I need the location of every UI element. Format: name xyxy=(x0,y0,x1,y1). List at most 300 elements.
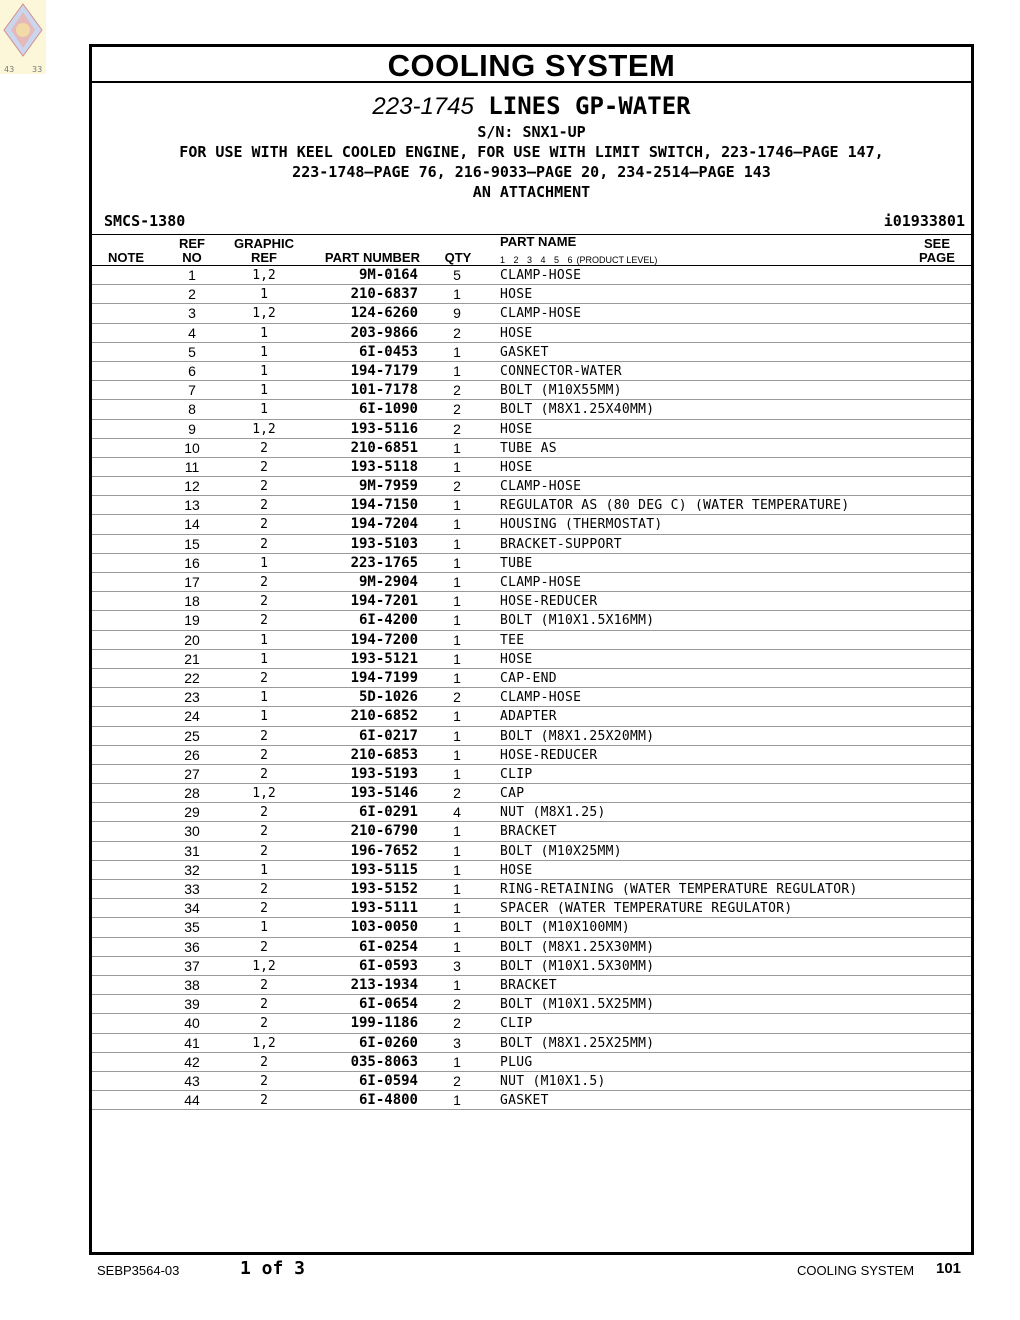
quantity: 1 xyxy=(453,900,461,917)
col-part-number: PART NUMBER xyxy=(324,250,420,265)
part-name: HOUSING (THERMOSTAT) xyxy=(500,517,663,533)
graphic-ref: 1 xyxy=(260,383,268,399)
ref-number: 17 xyxy=(184,574,200,590)
graphic-ref: 1 xyxy=(260,690,268,706)
quantity: 2 xyxy=(453,478,461,495)
table-row xyxy=(92,650,971,669)
quantity: 2 xyxy=(453,324,461,341)
part-number: 213-1934 xyxy=(350,976,418,993)
ref-number: 38 xyxy=(184,976,200,993)
graphic-ref: 1,2 xyxy=(252,421,276,437)
group-part-number: 223-1745 xyxy=(372,93,474,120)
graphic-ref: 1 xyxy=(260,287,268,303)
ref-number: 5 xyxy=(188,343,196,360)
graphic-ref: 1 xyxy=(260,651,268,667)
smcs-code: SMCS-1380 xyxy=(104,212,186,230)
part-name: TUBE AS xyxy=(500,440,557,456)
part-number: 193-5146 xyxy=(350,785,418,802)
graphic-ref: 2 xyxy=(260,766,268,782)
ref-number: 3 xyxy=(188,305,196,322)
col-graphic-top: GRAPHIC xyxy=(234,236,294,251)
ref-number: 40 xyxy=(184,1015,200,1032)
table-row xyxy=(92,1091,971,1110)
ref-number: 31 xyxy=(184,842,200,859)
graphic-ref: 1 xyxy=(260,325,268,341)
part-number: 203-9866 xyxy=(350,324,418,341)
ref-number: 12 xyxy=(184,478,200,495)
table-row xyxy=(92,918,971,937)
part-name: ADAPTER xyxy=(500,709,557,725)
quantity: 1 xyxy=(453,631,461,648)
part-name: BOLT (M10X1.5X25MM) xyxy=(500,997,655,1013)
part-name: CLIP xyxy=(500,1016,533,1032)
ref-number: 41 xyxy=(184,1034,200,1051)
table-row xyxy=(92,535,971,554)
graphic-ref: 2 xyxy=(260,747,268,763)
part-number: 193-5103 xyxy=(350,535,418,552)
graphic-ref: 2 xyxy=(260,613,268,629)
table-row xyxy=(92,784,971,803)
quantity: 9 xyxy=(453,305,461,322)
col-part-name: PART NAME xyxy=(500,234,577,249)
part-name: CLAMP-HOSE xyxy=(500,306,582,322)
table-row xyxy=(92,669,971,688)
ref-number: 27 xyxy=(184,765,200,782)
quantity: 2 xyxy=(453,785,461,802)
table-row xyxy=(92,880,971,899)
quantity: 1 xyxy=(453,881,461,897)
graphic-ref: 1 xyxy=(260,920,268,936)
part-name: HOSE xyxy=(500,651,533,667)
quantity: 1 xyxy=(453,708,461,725)
part-number: 101-7178 xyxy=(350,382,418,399)
quantity: 2 xyxy=(453,401,461,418)
part-number: 194-7200 xyxy=(350,631,418,648)
part-number: 6I-0260 xyxy=(358,1034,418,1051)
part-number: 6I-4800 xyxy=(358,1092,418,1109)
ref-number: 14 xyxy=(184,516,200,533)
part-number: 6I-0217 xyxy=(358,727,418,744)
part-name: BOLT (M8X1.25X30MM) xyxy=(500,939,655,955)
table-row xyxy=(92,1014,971,1033)
graphic-ref: 1 xyxy=(260,363,268,379)
ref-number: 39 xyxy=(184,996,200,1013)
level-numbers: 1 2 3 4 5 6 xyxy=(500,255,573,265)
quantity: 1 xyxy=(453,1092,461,1109)
quantity: 1 xyxy=(453,650,461,667)
table-row xyxy=(92,400,971,419)
part-number: 9M-7959 xyxy=(358,478,418,495)
ref-number: 24 xyxy=(184,708,200,725)
ref-number: 19 xyxy=(184,612,200,629)
table-row xyxy=(92,381,971,400)
graphic-ref: 2 xyxy=(260,843,268,859)
quantity: 1 xyxy=(453,497,461,514)
part-number: 193-5115 xyxy=(350,861,418,878)
part-number: 210-6790 xyxy=(350,823,418,840)
ref-number: 16 xyxy=(184,554,200,571)
ref-number: 8 xyxy=(188,401,196,418)
page-footer xyxy=(0,1258,1020,1282)
ref-number: 33 xyxy=(184,881,200,897)
ref-number: 34 xyxy=(184,900,200,917)
graphic-ref: 1 xyxy=(260,632,268,648)
parts-table-body xyxy=(92,266,971,1110)
col-graphic-bottom: REF xyxy=(251,250,277,265)
graphic-ref: 2 xyxy=(260,575,268,590)
ref-number: 25 xyxy=(184,727,200,744)
col-ref-top: REF xyxy=(179,236,205,251)
part-number: 210-6853 xyxy=(350,746,418,763)
part-name: CLAMP-HOSE xyxy=(500,479,582,495)
graphic-ref: 2 xyxy=(260,517,268,533)
graphic-ref: 2 xyxy=(260,670,268,686)
part-name: GASKET xyxy=(500,344,549,360)
part-name: BOLT (M10X25MM) xyxy=(500,843,622,859)
table-row xyxy=(92,861,971,880)
part-name: HOSE-REDUCER xyxy=(500,747,598,763)
section-title: COOLING SYSTEM xyxy=(387,48,676,83)
part-name: CLAMP-HOSE xyxy=(500,575,582,590)
col-ref-bottom: NO xyxy=(182,250,202,265)
part-name: HOSE xyxy=(500,862,533,878)
col-note: NOTE xyxy=(107,250,145,265)
graphic-ref: 2 xyxy=(260,498,268,514)
table-row xyxy=(92,343,971,362)
table-row xyxy=(92,995,971,1014)
part-name: BOLT (M10X1.5X30MM) xyxy=(500,958,655,974)
ref-number: 18 xyxy=(184,593,200,610)
illustration-id: i01933801 xyxy=(883,212,965,230)
parts-list-frame xyxy=(89,44,974,1255)
part-name: CAP xyxy=(500,786,525,802)
part-number: 194-7179 xyxy=(350,362,418,379)
graphic-ref: 1,2 xyxy=(252,1035,276,1051)
graphic-ref: 2 xyxy=(260,1054,268,1070)
ref-number: 15 xyxy=(184,535,200,552)
part-number: 6I-0453 xyxy=(358,343,418,360)
part-number: 210-6851 xyxy=(350,439,418,456)
quantity: 1 xyxy=(453,362,461,379)
table-row xyxy=(92,266,971,285)
ref-number: 11 xyxy=(184,458,200,475)
part-number: 193-5116 xyxy=(350,420,418,437)
part-number: 194-7201 xyxy=(350,593,418,610)
part-number: 199-1186 xyxy=(350,1015,418,1032)
graphic-ref: 2 xyxy=(260,1016,268,1032)
table-row xyxy=(92,957,971,976)
ref-number: 6 xyxy=(188,362,196,379)
graphic-ref: 1,2 xyxy=(252,268,276,283)
graphic-ref: 2 xyxy=(260,440,268,456)
table-row xyxy=(92,707,971,726)
table-row xyxy=(92,1034,971,1053)
logo-right-number: 33 xyxy=(32,65,43,74)
graphic-ref: 2 xyxy=(260,728,268,744)
quantity: 3 xyxy=(453,957,461,974)
part-name: HOSE-REDUCER xyxy=(500,594,598,610)
graphic-ref: 1,2 xyxy=(252,786,276,802)
table-row xyxy=(92,746,971,765)
ref-number: 43 xyxy=(184,1072,200,1089)
part-name: BOLT (M10X1.5X16MM) xyxy=(500,613,655,629)
col-product-levels xyxy=(500,255,657,265)
table-row xyxy=(92,976,971,995)
part-number: 6I-0291 xyxy=(358,804,418,821)
part-name: CAP-END xyxy=(500,670,557,686)
quantity: 2 xyxy=(453,689,461,706)
ref-number: 20 xyxy=(184,631,200,648)
code-row xyxy=(92,208,971,234)
graphic-ref: 1,2 xyxy=(252,958,276,974)
part-name: TEE xyxy=(500,632,525,648)
graphic-ref: 2 xyxy=(260,997,268,1013)
table-row xyxy=(92,477,971,496)
part-name: SPACER (WATER TEMPERATURE REGULATOR) xyxy=(500,901,793,917)
part-name: CLAMP-HOSE xyxy=(500,268,582,283)
ref-number: 23 xyxy=(184,689,200,706)
ref-number: 22 xyxy=(184,669,200,686)
part-number: 9M-2904 xyxy=(358,574,418,590)
table-row xyxy=(92,515,971,534)
part-number: 103-0050 xyxy=(350,919,418,936)
quantity: 1 xyxy=(453,593,461,610)
ref-number: 36 xyxy=(184,938,200,955)
col-see-top: SEE xyxy=(923,236,950,251)
table-row xyxy=(92,573,971,592)
ref-number: 9 xyxy=(188,420,196,437)
table-row xyxy=(92,938,971,957)
table-row xyxy=(92,765,971,784)
part-name: BOLT (M8X1.25X20MM) xyxy=(500,728,655,744)
group-name: LINES GP-WATER xyxy=(488,92,691,120)
page-of-count: 1 of 3 xyxy=(240,1258,306,1279)
ref-number: 21 xyxy=(184,650,200,667)
graphic-ref: 2 xyxy=(260,459,268,475)
ref-number: 26 xyxy=(184,746,200,763)
part-number: 9M-0164 xyxy=(358,267,418,283)
quantity: 1 xyxy=(453,861,461,878)
quantity: 1 xyxy=(453,286,461,303)
part-name: HOSE xyxy=(500,459,533,475)
table-row xyxy=(92,611,971,630)
table-row xyxy=(92,420,971,439)
table-row xyxy=(92,842,971,861)
part-name: HOSE xyxy=(500,287,533,303)
table-row xyxy=(92,496,971,515)
part-number: 193-5111 xyxy=(350,900,418,917)
graphic-ref: 1 xyxy=(260,709,268,725)
col-see-bottom: PAGE xyxy=(919,250,955,265)
part-name: CONNECTOR-WATER xyxy=(500,363,622,379)
logo-left-number: 43 xyxy=(4,65,15,74)
part-name: BRACKET-SUPPORT xyxy=(500,536,622,552)
ref-number: 2 xyxy=(188,286,196,303)
part-name: BOLT (M10X55MM) xyxy=(500,383,622,399)
table-row xyxy=(92,554,971,573)
part-name: HOSE xyxy=(500,421,533,437)
table-row xyxy=(92,727,971,746)
ref-number: 13 xyxy=(184,497,200,514)
part-name: BOLT (M8X1.25X25MM) xyxy=(500,1035,655,1051)
graphic-ref: 2 xyxy=(260,805,268,821)
graphic-ref: 2 xyxy=(260,939,268,955)
quantity: 2 xyxy=(453,382,461,399)
quantity: 1 xyxy=(453,727,461,744)
part-name: TUBE xyxy=(500,555,533,571)
footer-section-name: COOLING SYSTEM xyxy=(797,1263,915,1278)
quantity: 1 xyxy=(453,746,461,763)
ref-number: 10 xyxy=(184,439,200,456)
graphic-ref: 2 xyxy=(260,977,268,993)
part-number: 194-7150 xyxy=(350,497,418,514)
table-row xyxy=(92,458,971,477)
part-name: BRACKET xyxy=(500,977,557,993)
quantity: 1 xyxy=(453,554,461,571)
quantity: 1 xyxy=(453,919,461,936)
quantity: 1 xyxy=(453,516,461,533)
quantity: 2 xyxy=(453,1072,461,1089)
table-row xyxy=(92,688,971,707)
part-number: 210-6837 xyxy=(350,286,418,303)
part-name: PLUG xyxy=(500,1054,533,1070)
part-number: 193-5121 xyxy=(350,650,418,667)
quantity: 1 xyxy=(453,669,461,686)
quantity: 5 xyxy=(453,267,461,283)
part-name: REGULATOR AS (80 DEG C) (WATER TEMPERATURE) xyxy=(500,498,850,514)
graphic-ref: 2 xyxy=(260,882,268,897)
part-number: 193-5193 xyxy=(350,765,418,782)
graphic-ref: 2 xyxy=(260,1073,268,1089)
quantity: 1 xyxy=(453,458,461,475)
page-number: 101 xyxy=(936,1260,962,1277)
table-row xyxy=(92,1072,971,1091)
part-name: RING-RETAINING (WATER TEMPERATURE REGULATOR) xyxy=(500,882,858,897)
table-row xyxy=(92,822,971,841)
table-row xyxy=(92,304,971,323)
part-number: 196-7652 xyxy=(350,842,418,859)
quantity: 1 xyxy=(453,574,461,590)
part-name: NUT (M8X1.25) xyxy=(500,805,606,821)
graphic-ref: 2 xyxy=(260,536,268,552)
ref-number: 35 xyxy=(184,919,200,936)
graphic-ref: 1 xyxy=(260,555,268,571)
part-name: BRACKET xyxy=(500,824,557,840)
part-name: BOLT (M8X1.25X40MM) xyxy=(500,402,655,418)
table-row xyxy=(92,631,971,650)
table-row xyxy=(92,899,971,918)
part-name: CLAMP-HOSE xyxy=(500,690,582,706)
parts-group-header xyxy=(92,83,971,202)
ref-number: 32 xyxy=(184,861,200,878)
graphic-ref: 1 xyxy=(260,344,268,360)
serial-number: S/N: SNX1-UP xyxy=(477,123,586,141)
quantity: 1 xyxy=(453,765,461,782)
part-name: HOSE xyxy=(500,325,533,341)
part-name: BOLT (M10X100MM) xyxy=(500,920,631,936)
graphic-ref: 2 xyxy=(260,901,268,917)
part-number: 210-6852 xyxy=(350,708,418,725)
table-row xyxy=(92,439,971,458)
column-header xyxy=(92,234,971,266)
part-number: 035-8063 xyxy=(350,1053,418,1070)
ref-number: 4 xyxy=(188,324,196,341)
graphic-ref: 2 xyxy=(260,1093,268,1109)
diamond-emblem-icon xyxy=(0,0,46,74)
usage-note-line-2: 223-1748—PAGE 76, 216-9033—PAGE 20, 234-2514—PAGE 143 xyxy=(292,163,771,181)
product-level-label: (PRODUCT LEVEL) xyxy=(576,255,658,265)
part-name: GASKET xyxy=(500,1093,549,1109)
quantity: 1 xyxy=(453,612,461,629)
quantity: 4 xyxy=(453,804,461,821)
graphic-ref: 1 xyxy=(260,862,268,878)
usage-note-line-3: AN ATTACHMENT xyxy=(472,183,591,201)
quantity: 2 xyxy=(453,996,461,1013)
part-number: 124-6260 xyxy=(350,305,418,322)
table-row xyxy=(92,1053,971,1072)
quantity: 1 xyxy=(453,439,461,456)
ref-number: 29 xyxy=(184,804,200,821)
part-number: 193-5152 xyxy=(350,881,418,897)
document-number: SEBP3564-03 xyxy=(97,1263,180,1278)
graphic-ref: 1,2 xyxy=(252,306,276,322)
ref-number: 44 xyxy=(184,1092,200,1109)
part-number: 194-7204 xyxy=(350,516,418,533)
graphic-ref: 2 xyxy=(260,479,268,495)
part-number: 6I-0593 xyxy=(358,957,418,974)
ref-number: 28 xyxy=(184,785,200,802)
part-number: 6I-1090 xyxy=(358,401,418,418)
table-row xyxy=(92,362,971,381)
table-row xyxy=(92,592,971,611)
ref-number: 1 xyxy=(188,267,196,283)
quantity: 2 xyxy=(453,420,461,437)
ref-number: 42 xyxy=(184,1053,200,1070)
quantity: 1 xyxy=(453,938,461,955)
table-row xyxy=(92,324,971,343)
graphic-ref: 1 xyxy=(260,402,268,418)
quantity: 2 xyxy=(453,1015,461,1032)
quantity: 1 xyxy=(453,976,461,993)
part-number: 223-1765 xyxy=(350,554,418,571)
section-title-bar xyxy=(92,47,971,83)
usage-note-line-1: FOR USE WITH KEEL COOLED ENGINE, FOR USE WITH LIMIT SWITCH, 223-1746—PAGE 147, xyxy=(179,143,884,161)
quantity: 1 xyxy=(453,823,461,840)
ref-number: 37 xyxy=(184,957,200,974)
quantity: 1 xyxy=(453,1053,461,1070)
group-title xyxy=(92,91,971,122)
part-number: 5D-1026 xyxy=(358,689,418,706)
part-number: 6I-4200 xyxy=(358,612,418,629)
part-name: CLIP xyxy=(500,766,533,782)
table-row xyxy=(92,285,971,304)
part-name: NUT (M10X1.5) xyxy=(500,1073,606,1089)
part-number: 6I-0594 xyxy=(358,1072,418,1089)
part-number: 6I-0654 xyxy=(358,996,418,1013)
ref-number: 7 xyxy=(188,382,196,399)
quantity: 1 xyxy=(453,842,461,859)
graphic-ref: 2 xyxy=(260,824,268,840)
graphic-ref: 2 xyxy=(260,594,268,610)
quantity: 1 xyxy=(453,535,461,552)
quantity: 1 xyxy=(453,343,461,360)
col-qty: QTY xyxy=(444,250,472,265)
part-number: 193-5118 xyxy=(350,458,418,475)
quantity: 3 xyxy=(453,1034,461,1051)
table-row xyxy=(92,803,971,822)
ref-number: 30 xyxy=(184,823,200,840)
part-number: 194-7199 xyxy=(350,669,418,686)
